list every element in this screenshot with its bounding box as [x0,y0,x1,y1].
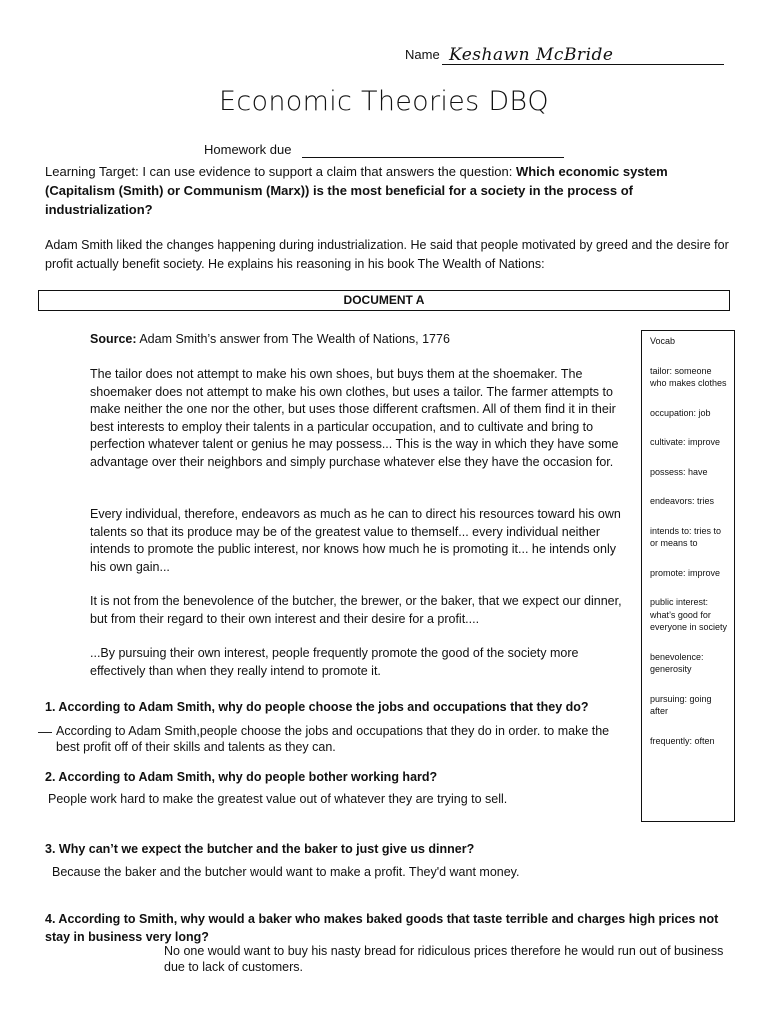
answer-1[interactable]: According to Adam Smith,people choose the jobs and occupations that they do in order. to make the best profit off of their skills and talents as they can. [56,724,610,754]
student-name: Keshawn McBride [449,45,614,65]
question-4: 4. According to Smith, why would a baker who makes baked goods that taste terrible and charges high prices not stay in business very long? [45,912,719,944]
excerpt-paragraph: It is not from the benevolence of the butcher, the brewer, or the baker, that we expect our dinner, but from their regard to their own interest and their desire for a profit.... [90,594,622,626]
vocab-box [641,330,735,822]
answer-3[interactable]: Because the baker and the butcher would want to make a profit. They'd want money. [52,865,520,879]
question-1: 1. According to Adam Smith, why do people choose the jobs and occupations that they do? [45,700,589,714]
vocab-title: Vocab [650,336,676,346]
vocab-item: possess: have [650,466,708,477]
vocab-item: benevolence: generosity [650,651,704,674]
answer-marker: — [38,723,52,739]
vocab-item: pursuing: going after [650,693,712,716]
homework-due-underline [302,157,564,158]
excerpt-paragraph: ...By pursuing their own interest, people frequently promote the good of the society more effectively than when they really intend to promote it. [90,646,579,678]
vocab-item: tailor: someone who makes clothes [650,365,727,388]
source-text: Adam Smith’s answer from The Wealth of Nations, 1776 [136,332,450,346]
document-heading: DOCUMENT A [38,290,730,311]
homework-due-label: Homework due [204,142,292,157]
learning-target-question: Which economic system (Capitalism (Smith) or Communism (Marx)) is the most beneficial for a society in the process of industrialization? [45,164,668,217]
question-2: 2. According to Adam Smith, why do people bother working hard? [45,770,438,784]
learning-target-intro: Learning Target: I can use evidence to support a claim that answers the question: [45,164,516,179]
answer-4[interactable]: No one would want to buy his nasty bread for ridiculous prices therefore he would run out of business due to lack of customers. [164,944,724,974]
learning-target [45,162,735,219]
excerpt-paragraph: The tailor does not attempt to make his own shoes, but buys them at the shoemaker. The shoemaker does not attempt to make his own clothes, but uses a tailor. The farmer attempts to make neither the one nor the other, but uses those different craftsmen. All of them find it in their best interests to employ their talents in a particular occupation, and to cultivate and bring to perfection whatever talent or genius he may possess... This is the way in which they have some advantage over their neighbors and simply purchase whatever else they have the occasion for. [90,367,619,469]
vocab-item: cultivate: improve [650,437,721,447]
vocab-item: intends to: tries to or means to [650,525,722,548]
vocab-item: frequently: often [650,735,715,746]
intro-paragraph: Adam Smith liked the changes happening during industrialization. He said that people motivated by greed and the desire for profit actually benefit society. He explains his reasoning in his book The Wealth of Nations: [45,238,729,271]
page-title: Economic Theories DBQ [219,86,549,117]
vocab-item: endeavors: tries [650,496,715,506]
excerpt-paragraph: Every individual, therefore, endeavors as much as he can to direct his resources toward his own talents so that its produce may be of the greatest value to themself... every individual neither intends to promote the public interest, nor knows how much he is promoting it... he intends only his own gain... [90,507,621,574]
question-3: 3. Why can’t we expect the butcher and the baker to just give us dinner? [45,842,475,856]
answer-2[interactable]: People work hard to make the greatest value out of whatever they are trying to sell. [48,792,508,806]
vocab-item: occupation: job [650,407,711,418]
name-label: Name [405,47,440,62]
vocab-item: public interest: what’s good for everyone in society [650,597,728,632]
source-label: Source: [90,332,137,346]
document-source [90,332,450,346]
vocab-item: promote: improve [650,567,721,578]
